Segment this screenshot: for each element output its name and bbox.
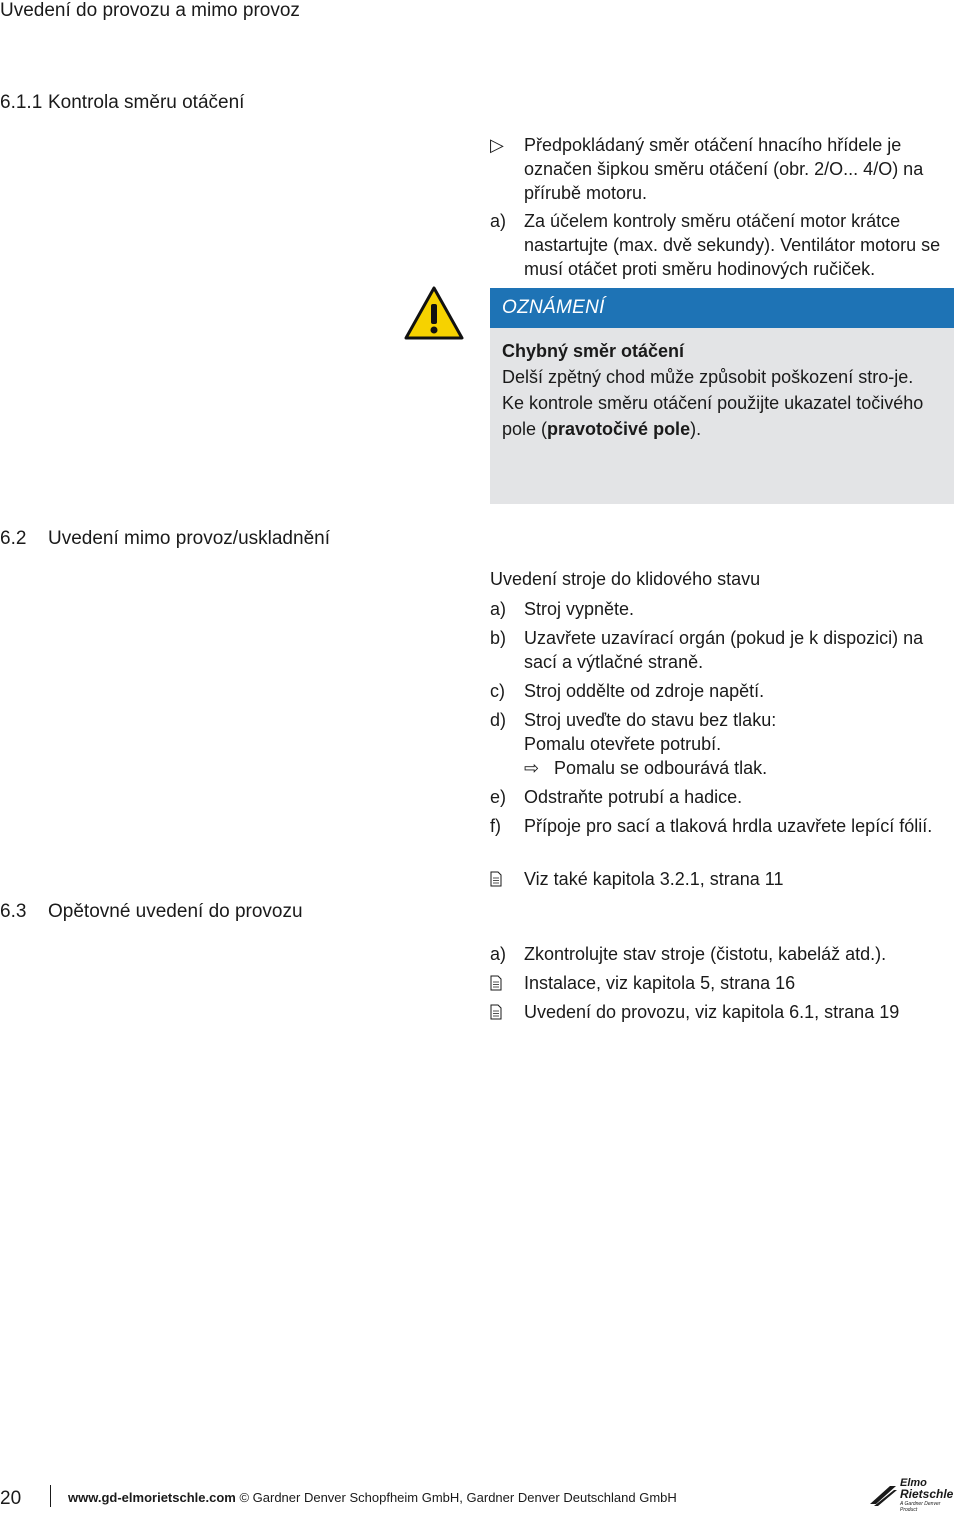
list-item-text: Předpokládaný směr otáčení hnacího hřídele je označen šipkou směru otáčení (obr. 2/O... 4/O) na přírubě motoru. [524, 135, 924, 203]
list-item-text: Pomalu otevřete potrubí. [524, 734, 722, 754]
notice-instruction-text: Ke kontrole směru otáčení použijte ukazatel točivého pole ( [502, 393, 924, 439]
logo-text-elmo: Elmo [900, 1477, 927, 1489]
document-reference-icon [490, 971, 520, 995]
list-item [490, 679, 945, 703]
list-item [490, 1000, 945, 1024]
document-reference-icon [490, 1000, 520, 1024]
section-title: Uvedení mimo provoz/uskladnění [48, 528, 330, 549]
list-item-text: Viz také kapitola 3.2.1, strana 11 [524, 869, 784, 889]
logo-swoosh-icon [868, 1482, 898, 1508]
section-number: 6.2 [0, 528, 27, 549]
footer-copyright: © Gardner Denver Schopfheim GmbH, Gardner Denver Deutschland GmbH [239, 1490, 677, 1505]
subheading-text: Uvedení stroje do klidového stavu [490, 569, 761, 589]
list-item [490, 814, 945, 838]
list-item-text: Uvedení do provozu, viz kapitola 6.1, strana 19 [524, 1002, 900, 1022]
list-marker: a) [490, 599, 507, 619]
section-heading-6-3 [0, 901, 303, 923]
notice-instruction [502, 390, 942, 442]
list-marker: f) [490, 816, 501, 836]
result-arrow-icon: ⇨ [524, 758, 540, 778]
elmo-rietschle-logo [868, 1477, 956, 1513]
notice-heading: Chybný směr otáčení [502, 341, 685, 361]
list-item-text: Stroj uveďte do stavu bez tlaku: [524, 710, 777, 730]
document-reference-icon [490, 867, 520, 891]
list-item [490, 597, 945, 621]
list-item [490, 942, 945, 966]
page-number: 20 [0, 1488, 22, 1509]
list-marker: a) [490, 211, 507, 231]
footer-url[interactable]: www.gd-elmorietschle.com [68, 1490, 236, 1505]
section-number: 6.3 [0, 901, 27, 922]
list-item [490, 732, 945, 756]
list-item-text: Přípoje pro sací a tlaková hrdla uzavřete lepící fólií. [524, 816, 933, 836]
list-item [490, 626, 945, 674]
list-item-text: Stroj vypněte. [524, 599, 635, 619]
notice-instruction-end: ). [690, 419, 702, 439]
list-item [490, 867, 945, 891]
page-header-title: Uvedení do provozu a mimo provoz [0, 0, 300, 21]
list-marker: e) [490, 787, 507, 807]
list-marker: d) [490, 710, 507, 730]
notice-box [490, 288, 954, 504]
list-item-text: Stroj oddělte od zdroje napětí. [524, 681, 765, 701]
list-item [490, 133, 945, 205]
notice-title: OZNÁMENÍ [490, 288, 954, 328]
section-heading-6-2 [0, 528, 330, 550]
list-item [490, 209, 945, 281]
list-item-text: Instalace, viz kapitola 5, strana 16 [524, 973, 796, 993]
list-marker: b) [490, 628, 507, 648]
notice-text: Delší zpětný chod může způsobit poškození stro-je. [502, 367, 914, 387]
list-item [490, 708, 945, 732]
footer-text [68, 1490, 677, 1505]
section-number: 6.1.1 [0, 92, 43, 113]
list-marker: a) [490, 944, 507, 964]
list-item-text: Pomalu se odbourává tlak. [554, 758, 768, 778]
list-item-text: Za účelem kontroly směru otáčení motor krátce nastartujte (max. dvě sekundy). Ventilátor motoru se musí otáčet proti směru hodinových ručiček. [524, 211, 941, 279]
list-item-text: Uzavřete uzavírací orgán (pokud je k dispozici) na sací a výtlačné straně. [524, 628, 924, 672]
warning-triangle-icon [404, 286, 464, 340]
subheading [490, 567, 945, 591]
list-item-result [524, 756, 944, 780]
list-item-text: Zkontrolujte stav stroje (čistotu, kabeláž atd.). [524, 944, 887, 964]
list-marker: c) [490, 681, 505, 701]
section-title: Kontrola směru otáčení [48, 92, 245, 113]
notice-instruction-bold: pravotočivé pole [547, 419, 691, 439]
triangle-bullet-icon: ▷ [490, 135, 504, 155]
logo-tagline: A Gardner Denver Product [900, 1501, 941, 1513]
list-item [490, 785, 945, 809]
list-item-text: Odstraňte potrubí a hadice. [524, 787, 743, 807]
footer-divider [50, 1485, 51, 1507]
list-item [490, 971, 945, 995]
section-heading-6-1-1 [0, 92, 244, 114]
section-title: Opětovné uvedení do provozu [48, 901, 303, 922]
logo-text-rietschle: Rietschle [900, 1487, 954, 1501]
